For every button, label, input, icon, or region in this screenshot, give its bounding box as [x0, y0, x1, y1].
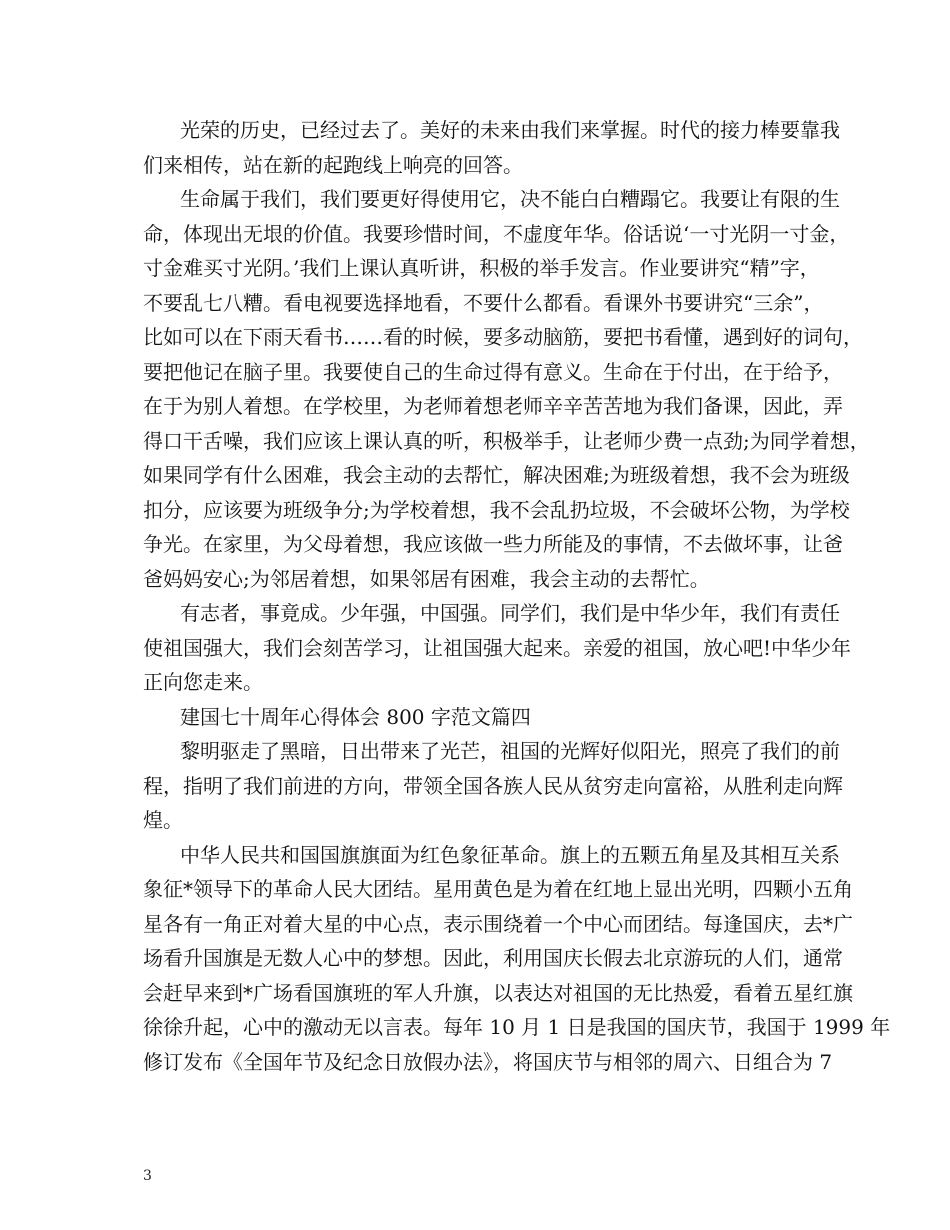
paragraph-line: 煌。: [143, 808, 183, 832]
paragraph-line: 要把他记在脑子里。我要使自己的生命过得有意义。生命在于付出，在于给予，: [143, 359, 843, 384]
paragraph-line: 光荣的历史，已经过去了。美好的未来由我们来掌握。时代的接力棒要靠我: [180, 118, 840, 142]
paragraph-line: 在于为别人着想。在学校里，为老师着想老师辛辛苦苦地为我们备课，因此，弄: [143, 394, 843, 418]
paragraph-line: 使祖国强大，我们会刻苦学习，让祖国强大起来。亲爱的祖国，放心吧!中华少年: [143, 635, 852, 660]
paragraph-line: 场看升国旗是无数人心中的梦想。因此，利用国庆长假去北京游玩的人们，通常: [143, 946, 843, 970]
page-number: 3: [143, 1168, 152, 1184]
paragraph-line: 星各有一角正对着大星的中心点，表示围绕着一个中心而团结。每逢国庆，去*广: [143, 911, 853, 936]
paragraph-line: 会赶早来到*广场看国旗班的军人升旗，以表达对祖国的无比热爱，看着五星红旗: [143, 980, 853, 1005]
paragraph-line: 修订发布《全国年节及纪念日放假办法》，将国庆节与相邻的周六、日组合为 7: [143, 1049, 833, 1074]
paragraph-line: 爸妈妈安心;为邻居着想，如果邻居有困难，我会主动的去帮忙。: [143, 566, 710, 591]
paragraph-line: 寸金难买寸光阴。’我们上课认真听讲，积极的举手发言。作业要讲究“精”字，: [143, 256, 820, 280]
paragraph-line: 中华人民共和国国旗旗面为红色象征革命。旗上的五颗五角星及其相互关系: [180, 842, 840, 867]
paragraph-line: 得口干舌噪，我们应该上课认真的听，积极举手，让老师少费一点劲;为同学着想，: [143, 428, 870, 453]
paragraph-line: 黎明驱走了黑暗，日出带来了光芒，祖国的光辉好似阳光，照亮了我们的前: [180, 739, 840, 763]
paragraph-line: 正向您走来。: [143, 670, 263, 694]
paragraph-line: 如果同学有什么困难，我会主动的去帮忙，解决困难;为班级着想，我不会为班级: [143, 463, 850, 487]
paragraph-line: 象征*领导下的革命人民大团结。星用黄色是为着在红地上显出光明，四颗小五角: [143, 877, 853, 901]
paragraph-line: 扣分，应该要为班级争分;为学校着想，我不会乱扔垃圾，不会破坏公物，为学校: [143, 497, 850, 522]
paragraph-line: 程，指明了我们前进的方向，带领全国各族人民从贫穷走向富裕，从胜利走向辉: [143, 773, 843, 798]
section-heading: 建国七十周年心得体会 800 字范文篇四: [180, 704, 531, 729]
paragraph-line: 徐徐升起，心中的激动无以言表。每年 10 月 1 日是我国的国庆节，我国于 1999 年: [143, 1015, 891, 1039]
paragraph-line: 命，体现出无垠的价值。我要珍惜时间，不虚度年华。俗话说‘一寸光阴一寸金，: [143, 221, 850, 246]
paragraph-line: 有志者，事竟成。少年强，中国强。同学们，我们是中华少年，我们有责任: [180, 601, 840, 625]
paragraph-line: 生命属于我们，我们要更好得使用它，决不能白白糟蹋它。我要让有限的生: [180, 187, 840, 211]
document-body: [143, 113, 891, 1079]
paragraph-line: 不要乱七八糟。看电视要选择地看，不要什么都看。看课外书要讲究“三余”，: [143, 290, 824, 315]
paragraph-line: 比如可以在下雨天看书……看的时候，要多动脑筋，要把书看懂，遇到好的词句，: [143, 325, 863, 349]
paragraph-line: 们来相传，站在新的起跑线上响亮的回答。: [143, 152, 523, 177]
paragraph-line: 争光。在家里，为父母着想，我应该做一些力所能及的事情，不去做坏事，让爸: [143, 532, 843, 556]
